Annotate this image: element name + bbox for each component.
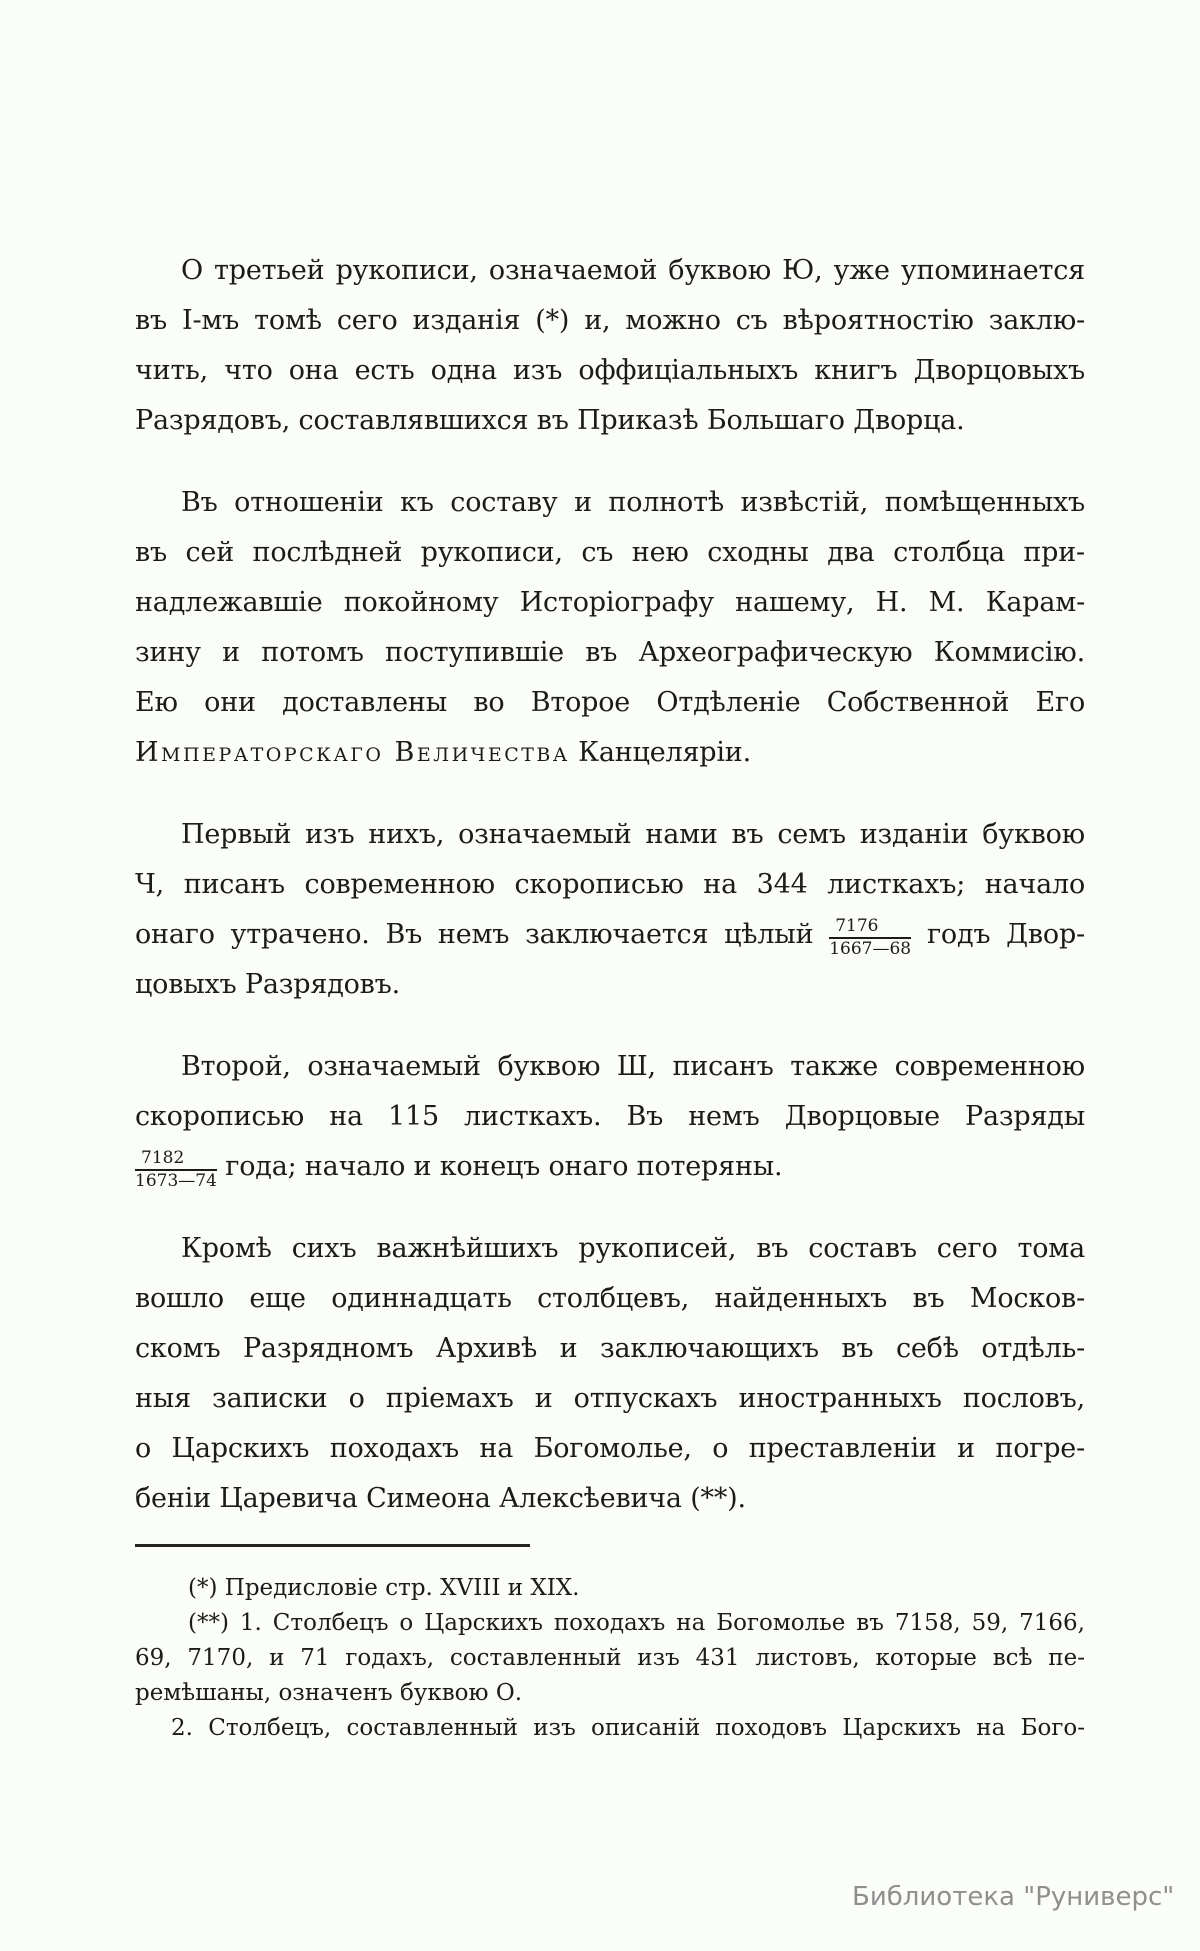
text-run: Императорскаго Величества xyxy=(135,737,570,768)
text-run: скомъ Разрядномъ Архивѣ и заключающихъ въ себѣ отдѣль- xyxy=(135,1333,1085,1364)
text-run: Въ отношеніи къ составу и полнотѣ извѣстій, помѣщенныхъ xyxy=(181,487,1085,518)
text-line xyxy=(135,960,1085,1010)
text-line xyxy=(135,1274,1085,1324)
text-run: цовыхъ Разрядовъ. xyxy=(135,969,401,1000)
text-line xyxy=(135,1711,1085,1746)
text-line xyxy=(135,396,1085,446)
text-line xyxy=(135,678,1085,728)
text-run: зину и потомъ поступившіе въ Археографическую Коммисію. xyxy=(135,637,1085,668)
text-line xyxy=(135,1224,1085,1274)
footnote-separator xyxy=(135,1544,530,1547)
text-line xyxy=(135,728,1085,778)
paragraph xyxy=(135,1042,1085,1192)
text-line xyxy=(135,628,1085,678)
text-line xyxy=(135,1676,1085,1711)
text-line xyxy=(135,346,1085,396)
text-run: скорописью на 115 листкахъ. Въ немъ Дворцовые Разряды xyxy=(135,1101,1085,1132)
text-run: Разрядовъ, составлявшихся въ Приказѣ Большаго Дворца. xyxy=(135,405,965,436)
text-column xyxy=(135,246,1085,1746)
text-line xyxy=(135,1424,1085,1474)
text-line xyxy=(135,1374,1085,1424)
text-run: Ч, писанъ современною скорописью на 344 листкахъ; начало xyxy=(135,869,1085,900)
text-line xyxy=(135,1324,1085,1374)
text-run: о Царскихъ походахъ на Богомолье, о преставленіи и погре- xyxy=(135,1433,1085,1464)
fraction-denominator: 1667—68 xyxy=(829,938,912,959)
text-run: Канцеляріи. xyxy=(569,737,751,768)
text-line xyxy=(135,1641,1085,1676)
runivers-watermark: Библиотека "Руниверс" xyxy=(852,1882,1175,1912)
text-run: Кромѣ сихъ важнѣйшихъ рукописей, въ составъ сего тома xyxy=(181,1233,1085,1264)
text-run: вошло еще одиннадцать столбцевъ, найденныхъ въ Москов- xyxy=(135,1283,1085,1314)
text-line xyxy=(135,1142,1085,1192)
text-run: беніи Царевича Симеона Алексѣевича (**). xyxy=(135,1483,746,1514)
text-line xyxy=(135,1571,1085,1606)
paragraph xyxy=(135,810,1085,1010)
text-run: Второй, означаемый буквою Ш, писанъ также современною xyxy=(181,1051,1085,1082)
text-run: ремѣшаны, означенъ буквою О. xyxy=(135,1680,523,1706)
date-fraction xyxy=(829,917,911,959)
text-run: въ сей послѣдней рукописи, съ нею сходны два столбца при- xyxy=(135,537,1085,568)
fraction-numerator: 7182 xyxy=(135,1149,217,1171)
text-line xyxy=(135,1042,1085,1092)
text-run: надлежавшіе покойному Исторіографу нашему, Н. М. Карам- xyxy=(135,587,1085,618)
text-line xyxy=(135,578,1085,628)
paragraph xyxy=(135,478,1085,778)
text-run: Первый изъ нихъ, означаемый нами въ семъ изданіи буквою xyxy=(181,819,1085,850)
text-line xyxy=(135,860,1085,910)
text-run: (**) 1. Столбецъ о Царскихъ походахъ на Богомолье въ 7158, 59, 7166, xyxy=(188,1610,1085,1636)
text-run: Ею они доставлены во Второе Отдѣленіе Собственной Его xyxy=(135,687,1085,718)
fraction-denominator: 1673—74 xyxy=(135,1170,217,1191)
text-run: онаго утрачено. Въ немъ заключается цѣлый xyxy=(135,919,830,950)
text-run: (*) Предисловіе стр. XVIII и XIX. xyxy=(188,1575,580,1601)
text-line xyxy=(135,296,1085,346)
text-line xyxy=(135,528,1085,578)
text-line xyxy=(135,1092,1085,1142)
footnotes xyxy=(135,1571,1085,1746)
text-line xyxy=(135,1474,1085,1524)
text-run: ныя записки о пріемахъ и отпускахъ иностранныхъ пословъ, xyxy=(135,1383,1085,1414)
text-run: годъ Двор- xyxy=(911,919,1085,950)
text-run: О третьей рукописи, означаемой буквою Ю, уже упоминается xyxy=(181,255,1085,286)
paragraph xyxy=(135,1224,1085,1524)
text-line xyxy=(135,246,1085,296)
paragraph xyxy=(135,246,1085,446)
text-run: 69, 7170, и 71 годахъ, составленный изъ 431 листовъ, которые всѣ пе- xyxy=(135,1645,1085,1671)
text-run: года; начало и конецъ онаго потеряны. xyxy=(216,1151,783,1182)
text-line xyxy=(135,910,1085,960)
text-line xyxy=(135,478,1085,528)
text-line xyxy=(135,1606,1085,1641)
fraction-numerator: 7176 xyxy=(829,917,911,939)
date-fraction xyxy=(135,1149,217,1191)
text-run: въ I-мъ томѣ сего изданія (*) и, можно съ вѣроятностію заклю- xyxy=(135,305,1085,336)
text-run: чить, что она есть одна изъ оффиціальныхъ книгъ Дворцовыхъ xyxy=(135,355,1085,386)
text-line xyxy=(135,810,1085,860)
text-run: 2. Столбецъ, составленный изъ описаній походовъ Царскихъ на Бого- xyxy=(171,1715,1085,1741)
